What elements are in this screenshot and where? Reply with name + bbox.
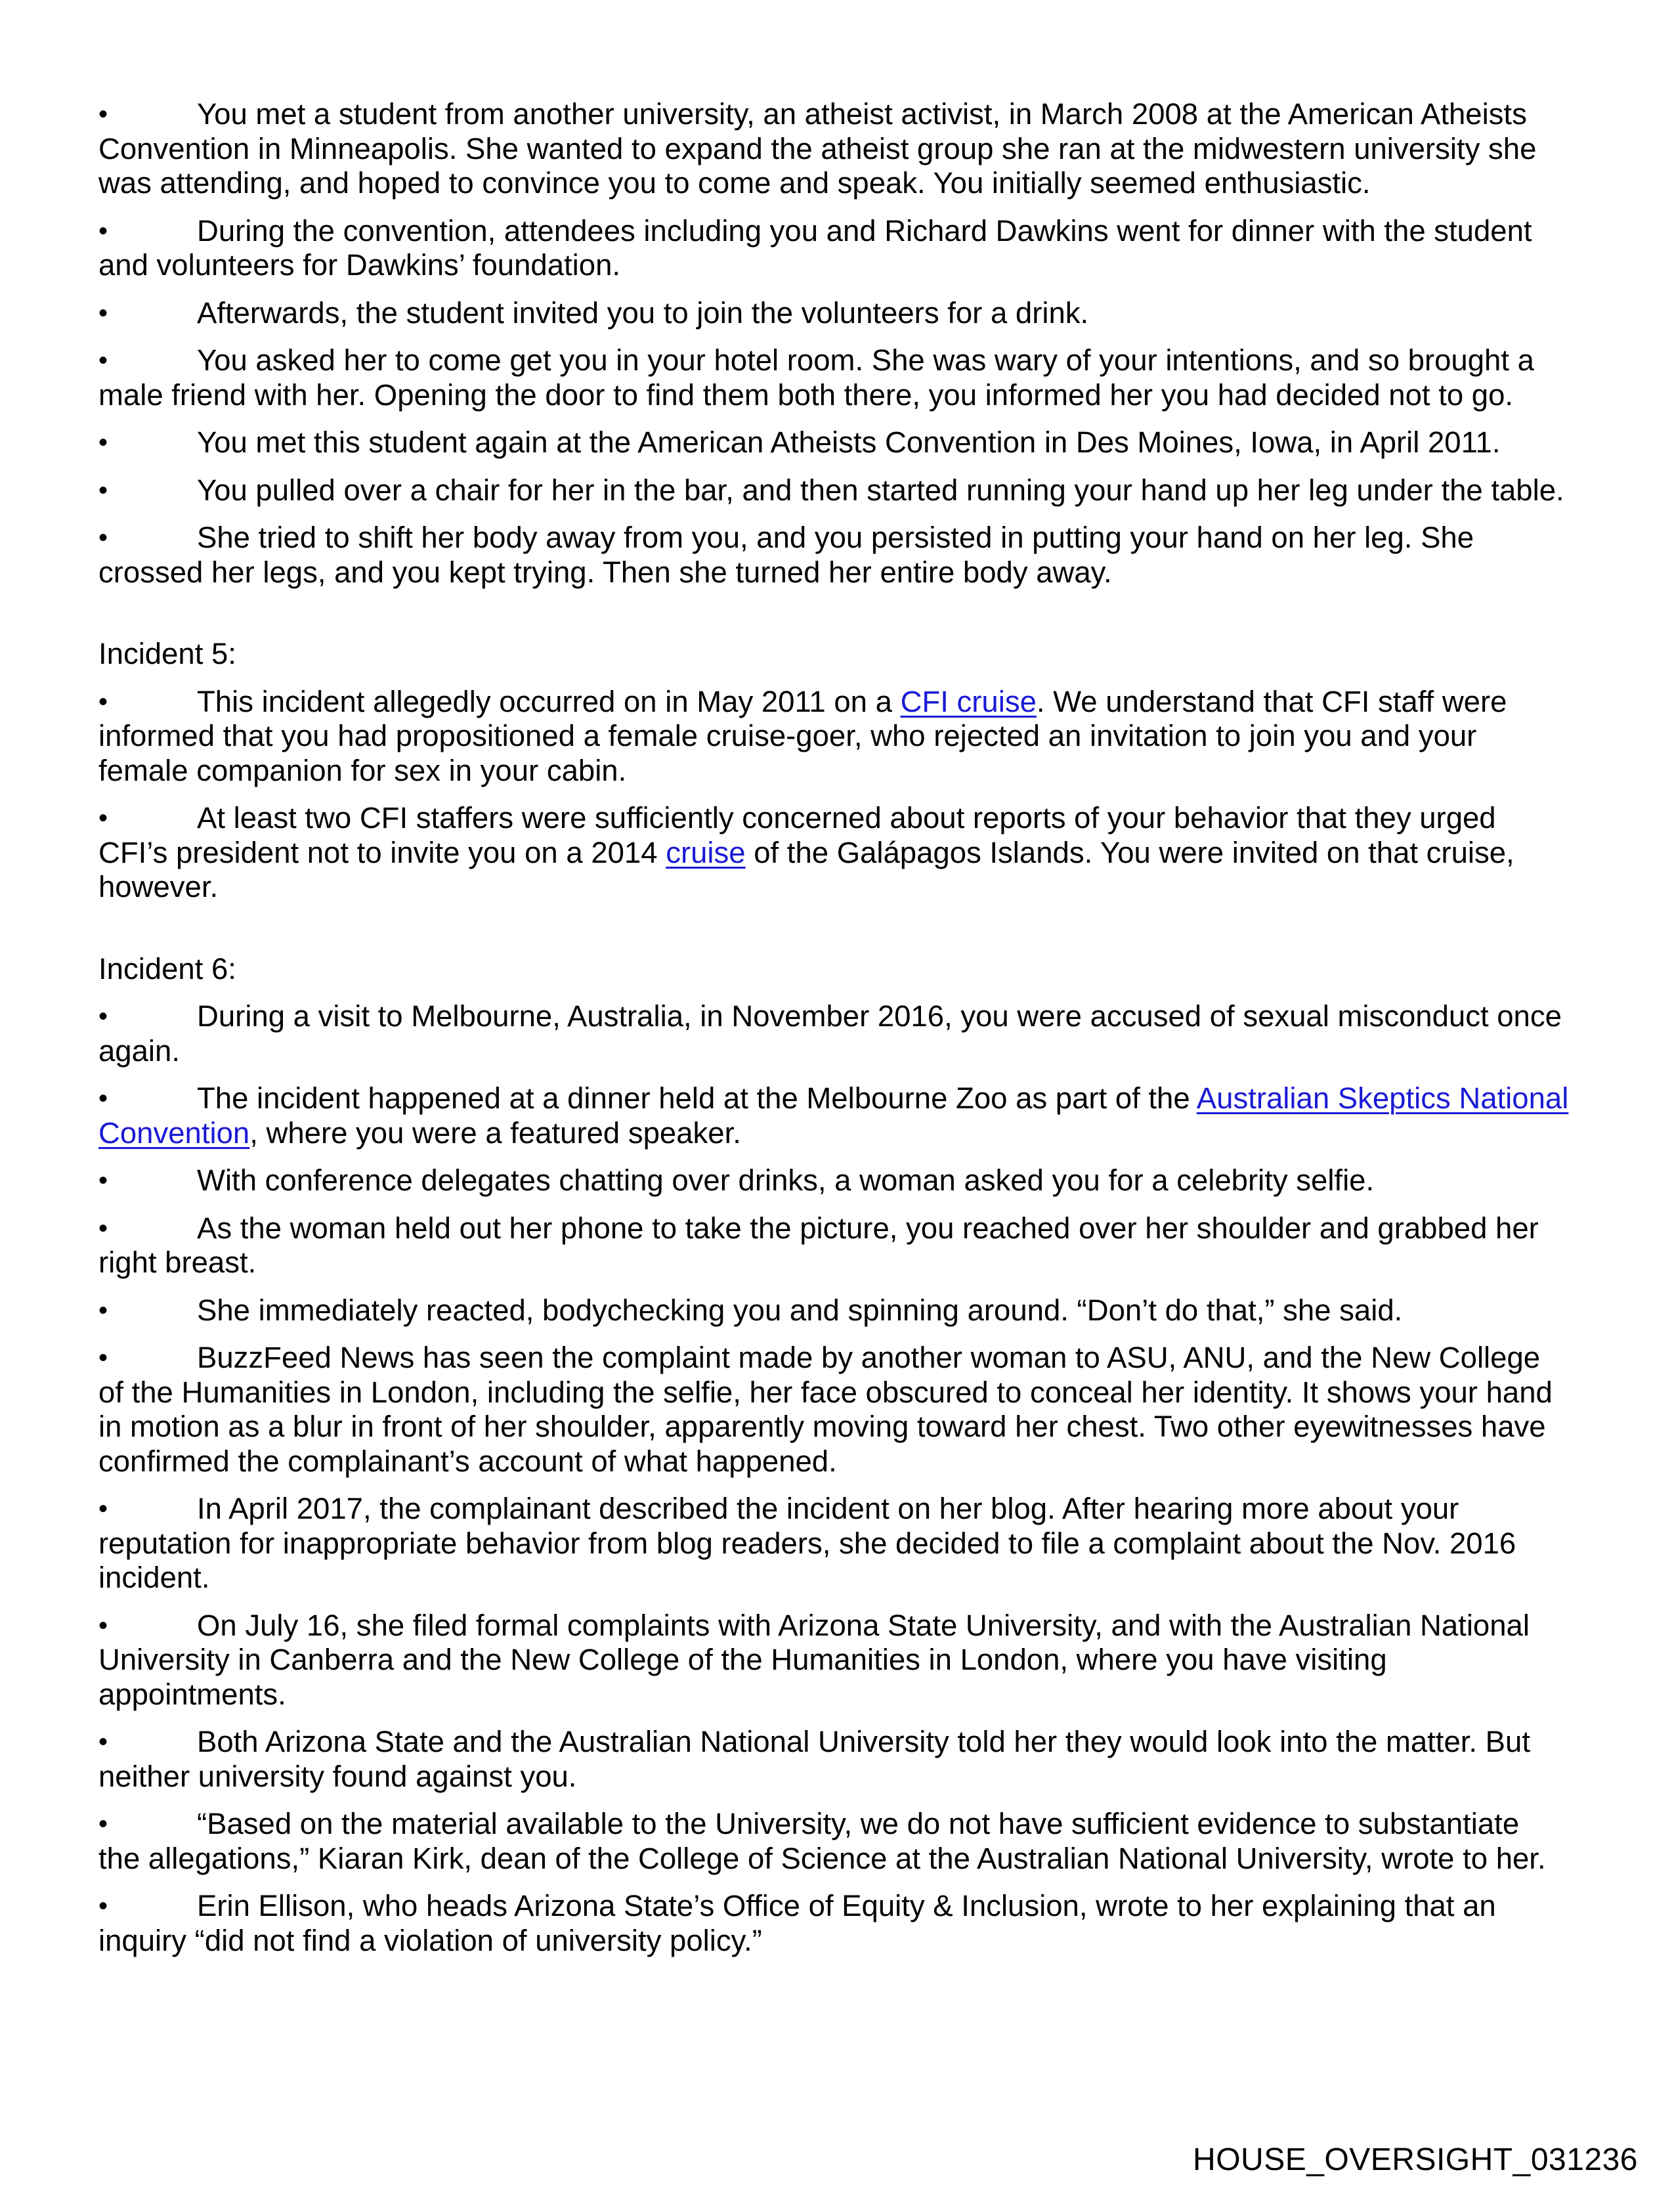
bullet-icon: • <box>98 1166 108 1195</box>
list-item <box>98 1492 1569 1595</box>
section-spacer <box>98 603 1569 637</box>
list-item-text: With conference delegates chatting over drinks, a woman asked you for a celebrity selfie. <box>197 1163 1375 1197</box>
list-item <box>98 1889 1569 1958</box>
list-item <box>98 97 1569 201</box>
list-item-text: Both Arizona State and the Australian National University told her they would look into the matter. But neither university found against you. <box>98 1725 1530 1793</box>
cruise-link[interactable]: cruise <box>666 835 746 869</box>
bullet-icon: • <box>98 1343 108 1372</box>
bullet-icon: • <box>98 1892 108 1920</box>
list-item <box>98 1163 1569 1198</box>
bates-number: HOUSE_OVERSIGHT_031236 <box>1193 2142 1638 2177</box>
list-item-text: In April 2017, the complainant described the incident on her blog. After hearing more about your reputation for inappropriate behavior from blog readers, she decided to file a complaint about the Nov. 2016 incident. <box>98 1492 1516 1594</box>
list-item-text: During the convention, attendees including you and Richard Dawkins went for dinner with the student and volunteers for Dawkins’ foundation. <box>98 213 1532 282</box>
list-item-text: of the Galápagos Islands. You were invited on that cruise, however. <box>98 835 1514 903</box>
list-item-text: . We understand that CFI staff were informed that you had propositioned a female cruise-goer, who rejected an invitation to join you and your female companion for sex in your cabin. <box>98 684 1507 787</box>
list-item-text: At least two CFI staffers were sufficiently concerned about reports of your behavior that they urged CFI’s president not to invite you on a 2014 <box>98 801 1496 869</box>
list-item <box>98 425 1569 460</box>
list-item <box>98 1341 1569 1479</box>
list-item <box>98 296 1569 331</box>
list-item-text: You asked her to come get you in your hotel room. She was wary of your intentions, and so brought a male friend with her. Opening the door to find them both there, you informed her you had decided not to go. <box>98 343 1534 412</box>
bullet-icon: • <box>98 687 108 716</box>
list-item <box>98 1725 1569 1794</box>
bullet-icon: • <box>98 298 108 328</box>
bullet-icon: • <box>98 100 108 129</box>
list-item-text: , where you were a featured speaker. <box>249 1116 741 1150</box>
list-item-text: On July 16, she filed formal complaints with Arizona State University, and with the Australian National University in Canberra and the New College of the Humanities in London, where you have visiting appointments. <box>98 1608 1530 1711</box>
list-item <box>98 1807 1569 1876</box>
list-item <box>98 999 1569 1068</box>
bullet-icon: • <box>98 1213 108 1243</box>
list-item-text: You pulled over a chair for her in the bar, and then started running your hand up her leg under the table. <box>197 473 1564 507</box>
section-spacer <box>98 918 1569 952</box>
list-item-text: Afterwards, the student invited you to join the volunteers for a drink. <box>197 295 1089 330</box>
list-item <box>98 343 1569 412</box>
list-item-text: This incident allegedly occurred on in May 2011 on a <box>197 684 901 718</box>
list-item <box>98 685 1569 789</box>
bullet-icon: • <box>98 1810 108 1838</box>
bullet-icon: • <box>98 475 108 505</box>
bullet-icon: • <box>98 428 108 457</box>
list-item-text: She immediately reacted, bodychecking you and spinning around. “Don’t do that,” she said. <box>197 1293 1403 1327</box>
list-item <box>98 1293 1569 1328</box>
list-item-text: She tried to shift her body away from you, and you persisted in putting your hand on her leg. She crossed her legs, and you kept trying. Then she turned her entire body away. <box>98 521 1474 589</box>
bullet-icon: • <box>98 1084 108 1113</box>
bullet-icon: • <box>98 1611 108 1640</box>
list-item <box>98 801 1569 905</box>
cfi-cruise-link[interactable]: CFI cruise <box>900 684 1037 718</box>
list-item <box>98 521 1569 590</box>
bullet-icon: • <box>98 1295 108 1325</box>
bullet-icon: • <box>98 804 108 833</box>
list-item <box>98 1609 1569 1712</box>
list-item-text: The incident happened at a dinner held at the Melbourne Zoo as part of the <box>197 1081 1197 1115</box>
list-item-text: You met a student from another university, an atheist activist, in March 2008 at the American Atheists Convention in Minneapolis. She wanted to expand the atheist group she ran at the midwestern university she was attending, and hoped to convince you to come and speak. You initially seemed enthusiastic. <box>98 97 1537 200</box>
bullet-icon: • <box>98 523 108 552</box>
bullet-icon: • <box>98 216 108 246</box>
bullet-icon: • <box>98 1494 108 1523</box>
bullet-icon: • <box>98 1002 108 1031</box>
list-item-text: BuzzFeed News has seen the complaint made by another woman to ASU, ANU, and the New College of the Humanities in London, including the selfie, her face obscured to conceal her identity. It shows your hand in motion as a blur in front of her shoulder, apparently moving toward her chest. Two other eyewitnesses have confirmed the complainant’s account of what happened. <box>98 1341 1553 1478</box>
list-item <box>98 214 1569 283</box>
incident-5-heading: Incident 5: <box>98 637 236 670</box>
list-item-text: You met this student again at the American Atheists Convention in Des Moines, Iowa, in April 2011. <box>197 425 1501 459</box>
list-item-text: Erin Ellison, who heads Arizona State’s Office of Equity & Inclusion, wrote to her explaining that an inquiry “did not find a violation of university policy.” <box>98 1889 1496 1957</box>
list-item <box>98 473 1569 508</box>
australian-skeptics-convention-link[interactable]: Australian Skeptics National Convention <box>98 1081 1569 1150</box>
document-body <box>98 97 1569 1971</box>
list-item-text: As the woman held out her phone to take the picture, you reached over her shoulder and grabbed her right breast. <box>98 1211 1539 1279</box>
bullet-icon: • <box>98 1727 108 1756</box>
bullet-icon: • <box>98 346 108 375</box>
incident-6-heading: Incident 6: <box>98 951 236 986</box>
list-item-text: “Based on the material available to the University, we do not have sufficient evidence to substantiate the allegations,” Kiaran Kirk, dean of the College of Science at the Australian National University, wrote to her. <box>98 1807 1546 1875</box>
list-item <box>98 1081 1569 1150</box>
list-item-text: During a visit to Melbourne, Australia, in November 2016, you were accused of sexual misconduct once again. <box>98 999 1562 1068</box>
list-item <box>98 1211 1569 1280</box>
